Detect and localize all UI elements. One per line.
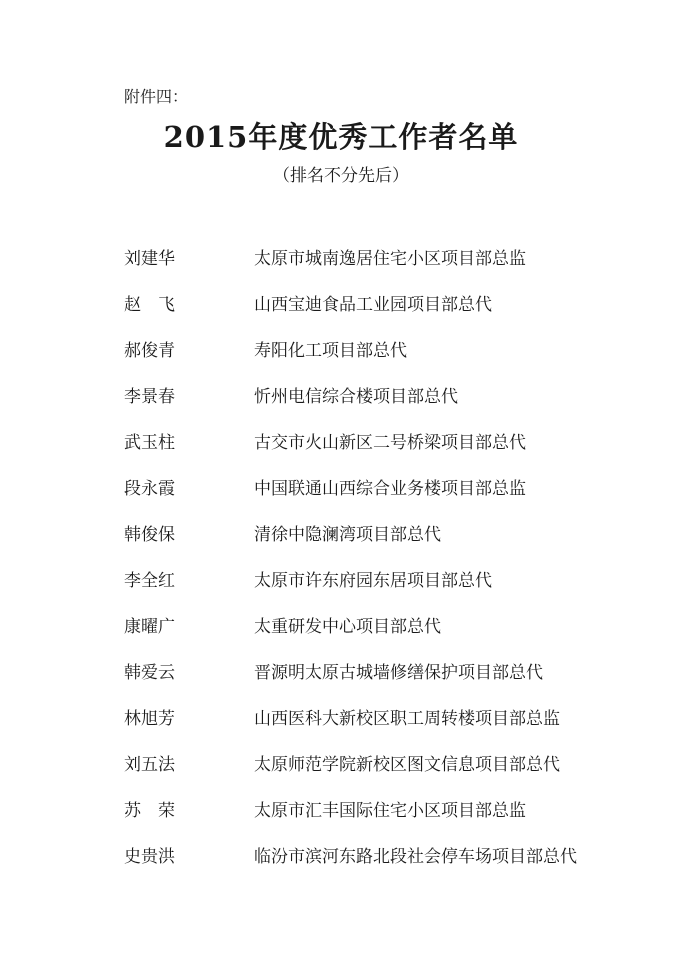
honoree-role: 清徐中隐澜湾项目部总代 bbox=[254, 525, 441, 545]
honoree-role: 寿阳化工项目部总代 bbox=[254, 341, 407, 361]
honoree-role: 太原市城南逸居住宅小区项目部总监 bbox=[254, 249, 526, 269]
honoree-name: 武玉柱 bbox=[124, 433, 175, 453]
honoree-role: 临汾市滨河东路北段社会停车场项目部总代 bbox=[254, 847, 577, 867]
honoree-role: 晋源明太原古城墙修缮保护项目部总代 bbox=[254, 663, 543, 683]
honoree-name: 韩爱云 bbox=[124, 663, 175, 683]
honoree-name: 段永霞 bbox=[124, 479, 175, 499]
honoree-role: 忻州电信综合楼项目部总代 bbox=[254, 387, 458, 407]
honoree-row bbox=[124, 428, 644, 474]
honoree-role: 太重研发中心项目部总代 bbox=[254, 617, 441, 637]
honoree-name: 康曜广 bbox=[124, 617, 175, 637]
honoree-role: 中国联通山西综合业务楼项目部总监 bbox=[254, 479, 526, 499]
honoree-role: 古交市火山新区二号桥梁项目部总代 bbox=[254, 433, 526, 453]
honoree-row bbox=[124, 566, 644, 612]
honoree-row bbox=[124, 474, 644, 520]
honoree-row bbox=[124, 336, 644, 382]
attachment-label: 附件四： bbox=[124, 87, 189, 106]
document-title: 2015年度优秀工作者名单 bbox=[163, 120, 519, 154]
honoree-name: 苏 荣 bbox=[124, 801, 175, 821]
honoree-name: 刘建华 bbox=[124, 249, 175, 269]
honoree-role: 山西宝迪食品工业园项目部总代 bbox=[254, 295, 492, 315]
honoree-role: 太原市许东府园东居项目部总代 bbox=[254, 571, 492, 591]
honoree-row bbox=[124, 796, 644, 842]
honoree-row bbox=[124, 658, 644, 704]
honoree-name: 史贵洪 bbox=[124, 847, 175, 867]
honoree-list bbox=[124, 244, 644, 888]
honoree-row bbox=[124, 704, 644, 750]
honoree-role: 太原师范学院新校区图文信息项目部总代 bbox=[254, 755, 560, 775]
honoree-name: 刘五法 bbox=[124, 755, 175, 775]
honoree-name: 韩俊保 bbox=[124, 525, 175, 545]
honoree-row bbox=[124, 612, 644, 658]
honoree-name: 李全红 bbox=[124, 571, 175, 591]
honoree-role: 太原市汇丰国际住宅小区项目部总监 bbox=[254, 801, 526, 821]
document-subtitle: （排名不分先后） bbox=[273, 166, 409, 186]
honoree-row bbox=[124, 842, 644, 888]
honoree-row bbox=[124, 382, 644, 428]
honoree-name: 林旭芳 bbox=[124, 709, 175, 729]
honoree-role: 山西医科大新校区职工周转楼项目部总监 bbox=[254, 709, 560, 729]
honoree-row bbox=[124, 750, 644, 796]
honoree-row bbox=[124, 520, 644, 566]
honoree-name: 李景春 bbox=[124, 387, 175, 407]
honoree-row bbox=[124, 244, 644, 290]
honoree-name: 赵 飞 bbox=[124, 295, 175, 315]
honoree-row bbox=[124, 290, 644, 336]
honoree-name: 郝俊青 bbox=[124, 341, 175, 361]
